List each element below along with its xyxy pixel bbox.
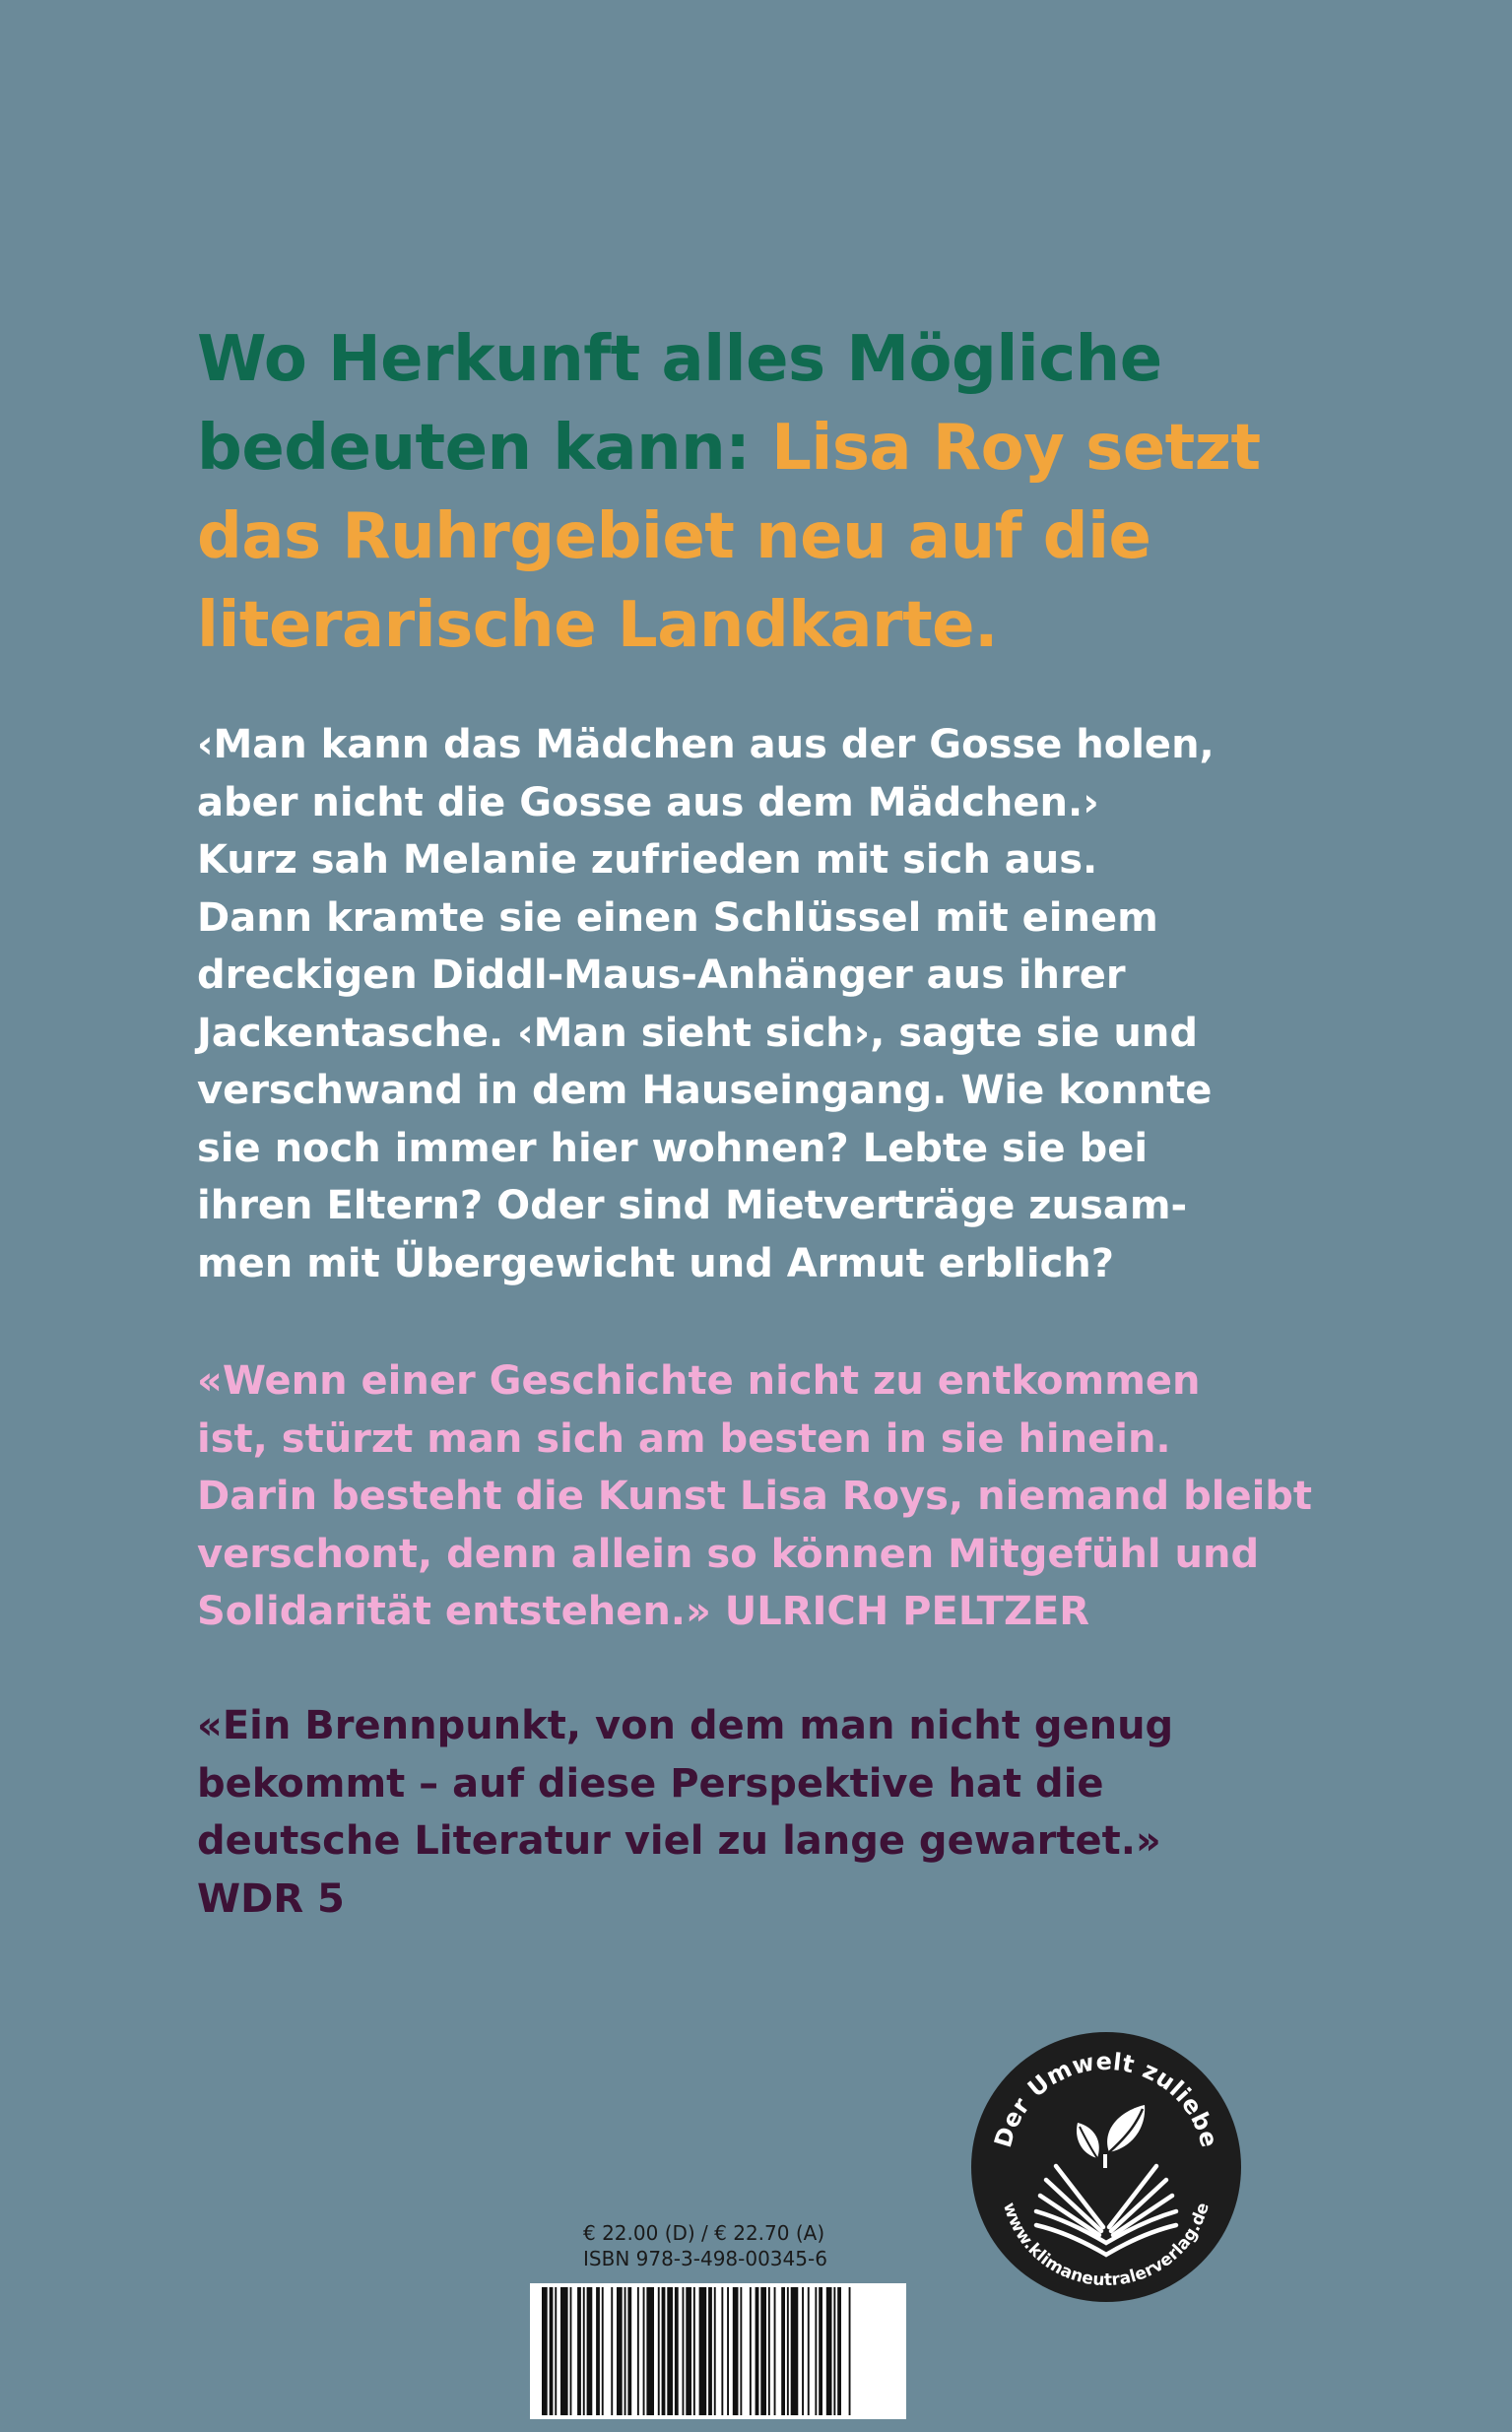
barcode-bar — [637, 2287, 639, 2415]
barcode-bar — [826, 2287, 832, 2415]
barcode-bar — [643, 2287, 645, 2415]
quote-line: deutsche Literatur viel zu lange gewartet.» — [197, 1818, 1161, 1864]
barcode-bar — [760, 2287, 766, 2415]
review-quote-peltzer — [197, 1352, 1340, 1641]
quote-line: verschont, denn allein so können Mitgefühl und — [197, 1531, 1260, 1577]
barcode-bar — [787, 2287, 789, 2415]
excerpt-line: ihren Eltern? Oder sind Mietverträge zusam- — [197, 1183, 1188, 1228]
barcode-bar — [849, 2287, 851, 2415]
excerpt-line: men mit Übergewicht und Armut erblich? — [197, 1240, 1114, 1286]
badge-top-text: Der Umwelt zuliebe — [989, 2047, 1223, 2151]
barcode-bar — [756, 2287, 759, 2415]
barcode-bar — [699, 2287, 707, 2415]
barcode-bar — [714, 2287, 716, 2415]
barcode-bar — [727, 2287, 729, 2415]
barcode-bar — [550, 2287, 554, 2415]
headline-orange-line-3: das Ruhrgebiet neu auf die — [197, 500, 1151, 573]
excerpt-line: Dann kramte sie einen Schlüssel mit einem — [197, 894, 1158, 941]
open-book-with-leaves-icon — [971, 2032, 1241, 2302]
barcode-bar — [833, 2287, 835, 2415]
barcode-bar — [819, 2287, 822, 2415]
excerpt-line: verschwand in dem Hauseingang. Wie konnte — [197, 1068, 1213, 1113]
price-block — [583, 2220, 898, 2271]
barcode-bar — [750, 2287, 752, 2415]
barcode-bar — [570, 2287, 572, 2415]
quote-last-line — [197, 1583, 1340, 1641]
quote-line: «Ein Brennpunkt, von dem man nicht genug — [197, 1703, 1174, 1748]
isbn-text: ISBN 978-3-498-00345-6 — [583, 2247, 827, 2270]
headline-dark-line-1: Wo Herkunft alles Mögliche — [197, 323, 1162, 396]
barcode-bar — [542, 2287, 548, 2415]
barcode-bar — [808, 2287, 810, 2415]
barcode-bar — [555, 2287, 557, 2415]
barcode-bar — [662, 2287, 666, 2415]
barcode-bar — [815, 2287, 817, 2415]
barcode-bar — [693, 2287, 695, 2415]
barcode-bar — [617, 2287, 623, 2415]
barcode-bar — [596, 2287, 600, 2415]
headline-orange-line-4: literarische Landkarte. — [197, 589, 998, 662]
barcode-bar — [602, 2287, 604, 2415]
quote-line: bekommt – auf diese Perspektive hat die — [197, 1760, 1104, 1807]
barcode-bar — [587, 2287, 593, 2415]
barcode-bar — [768, 2287, 770, 2415]
headline-dark-line-2: bedeuten kann: — [197, 412, 772, 485]
barcode-bar — [577, 2287, 581, 2415]
price-text: € 22.00 (D) / € 22.70 (A) — [583, 2221, 825, 2245]
barcode-graphic — [530, 2283, 906, 2419]
barcode-bar — [658, 2287, 660, 2415]
barcode-bar — [583, 2287, 585, 2415]
barcode-bar — [667, 2287, 673, 2415]
barcode-bar — [791, 2287, 799, 2415]
barcode-bar — [625, 2287, 626, 2415]
barcode-bar — [740, 2287, 742, 2415]
barcode-bar — [560, 2287, 568, 2415]
review-quote-wdr5 — [197, 1697, 1340, 1928]
barcode-bar — [675, 2287, 679, 2415]
quote-line-text: Solidarität entstehen.» — [197, 1589, 725, 1634]
headline — [197, 315, 1300, 670]
barcode-bar — [781, 2287, 785, 2415]
excerpt-line: Kurz sah Melanie zufrieden mit sich aus. — [197, 837, 1098, 883]
barcode-bar — [646, 2287, 654, 2415]
barcode-bar — [686, 2287, 691, 2415]
barcode-bar — [733, 2287, 739, 2415]
excerpt-line: sie noch immer hier wohnen? Lebte sie bei — [197, 1125, 1149, 1171]
barcode-bar — [683, 2287, 685, 2415]
quote-line: «Wenn einer Geschichte nicht zu entkommen — [197, 1358, 1201, 1404]
barcode-bar — [611, 2287, 613, 2415]
badge-bottom-text: www.klimaneutralerverlag.de — [998, 2200, 1214, 2291]
barcode — [530, 2283, 906, 2419]
barcode-bar — [802, 2287, 804, 2415]
barcode-bar — [837, 2287, 841, 2415]
quote-line: Darin besteht die Kunst Lisa Roys, niemand bleibt — [197, 1474, 1313, 1519]
climate-neutral-publisher-badge — [971, 2032, 1241, 2302]
quote-attribution: ULRICH PELTZER — [724, 1589, 1090, 1634]
svg-text:Der Umwelt zuliebe — [989, 2048, 1223, 2150]
excerpt-line: dreckigen Diddl-Maus-Anhänger aus ihrer — [197, 953, 1126, 998]
excerpt-line: aber nicht die Gosse aus dem Mädchen.› — [197, 779, 1099, 825]
excerpt-text — [197, 716, 1320, 1292]
quote-attribution: WDR 5 — [197, 1875, 345, 1922]
headline-orange-line-2: Lisa Roy setzt — [771, 412, 1261, 485]
barcode-bar — [708, 2287, 712, 2415]
excerpt-line: Jackentasche. ‹Man sieht sich›, sagte sie und — [197, 1010, 1199, 1056]
barcode-bar — [721, 2287, 723, 2415]
barcode-bar — [627, 2287, 631, 2415]
excerpt-line: ‹Man kann das Mädchen aus der Gosse holen, — [197, 722, 1215, 767]
quote-line: ist, stürzt man sich am besten in sie hinein. — [197, 1415, 1171, 1462]
barcode-bar — [774, 2287, 776, 2415]
